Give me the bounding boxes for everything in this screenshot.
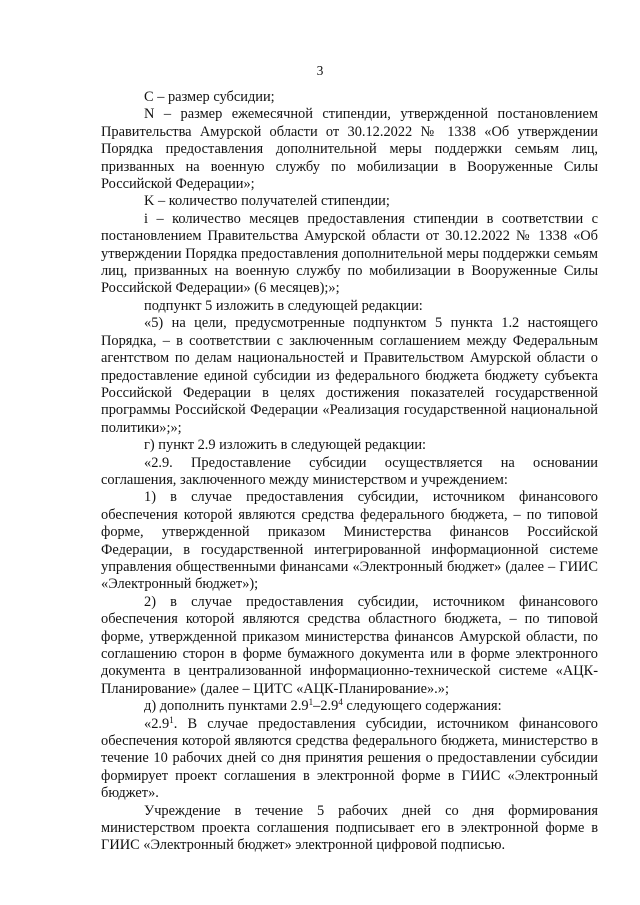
paragraph-n-definition: N – размер ежемесячной стипендии, утвержденной постановлением Правительства Амурской области от 30.12.2022 № 1338 «Об утверждении Порядка предоставления дополнительной меры поддержки семьям лиц, призванных на военную службу по мобилизации в Вооруженные Силы Российской Федерации»; xyxy=(101,106,598,193)
document-body xyxy=(101,89,598,855)
paragraph-signing: Учреждение в течение 5 рабочих дней со дня формирования министерством проекта соглашения подписывает его в электронной форме в ГИИС «Электронный бюджет» электронной цифровой подписью. xyxy=(101,802,598,854)
paragraph-d-sup-4: 4 xyxy=(338,697,343,708)
paragraph-i-definition: i – количество месяцев предоставления стипендии в соответствии с постановлением Правительства Амурской области от 30.12.2022 № 1338 «Об утверждении Порядка предоставления дополнительной меры поддержки семьям лиц, призванных на военную службу по мобилизации в Вооруженные Силы Российской Федерации» (6 месяцев);»; xyxy=(101,210,598,297)
paragraph-d-sup-1: 1 xyxy=(308,697,314,708)
paragraph-d-dash: –2.9 xyxy=(313,698,339,715)
paragraph-d-tail: следующего содержания: xyxy=(342,698,502,715)
paragraph-g-intro: г) пункт 2.9 изложить в следующей редакции: xyxy=(144,437,427,454)
paragraph-d-lead: д) дополнить пунктами 2.9 xyxy=(144,698,309,715)
paragraph-2-9: «2.9. Предоставление субсидии осуществляется на основании соглашения, заключенного между министерством и учреждением: xyxy=(101,454,598,488)
paragraph-2-9-1-lead: «2.9 xyxy=(144,715,170,732)
paragraph-2-9-1-tail: . В случае предоставления субсидии, источником финансового обеспечения которой являются средства федерального бюджета, министерство в течение 10 рабочих дней со дня принятия решения о предоставлении субсидии формирует проект соглашения в электронной форме в ГИИС «Электронный бюджет». xyxy=(101,715,598,802)
paragraph-subpoint-5-intro: подпункт 5 изложить в следующей редакции: xyxy=(144,297,423,314)
paragraph-d-intro xyxy=(101,698,598,715)
paragraph-subpoint-5-text: «5) на цели, предусмотренные подпунктом 5 пункта 1.2 настоящего Порядка, – в соответствии с заключенным соглашением между Федеральным агентством по делам национальностей и Правительством Амурской области о предоставление единой субсидии из федерального бюджета бюджету субъекта Российской Федерации в целях достижения показателей государственной программы Российской Федерации «Реализация государственной национальной политики»;»; xyxy=(101,315,598,436)
paragraph-2-9-1-sup: 1 xyxy=(169,714,174,725)
paragraph-2-9-item-1: 1) в случае предоставления субсидии, источником финансового обеспечения которой являются средства федерального бюджета, – по типовой форме, утвержденной приказом Министерства финансов Российской Федерации, в государственной интегрированной информационной системе управления общественными финансами «Электронный бюджет» (далее – ГИИС «Электронный бюджет»); xyxy=(101,489,598,593)
page-number: 3 xyxy=(316,63,324,78)
paragraph-c-definition: С – размер субсидии; xyxy=(144,89,275,105)
paragraph-2-9-1 xyxy=(101,716,598,803)
paragraph-2-9-item-2: 2) в случае предоставления субсидии, источником финансового обеспечения которой являются средства областного бюджета, – по типовой форме, утвержденной приказом министерства финансов Амурской области, по соглашению сторон в форме бумажного документа или в форме электронного документа в централизованной информационно-технической системе «АЦК-Планирование» (далее – ЦИТС «АЦК-Планирование».»; xyxy=(101,593,598,697)
paragraph-k-definition: K – количество получателей стипендии; xyxy=(144,193,390,210)
